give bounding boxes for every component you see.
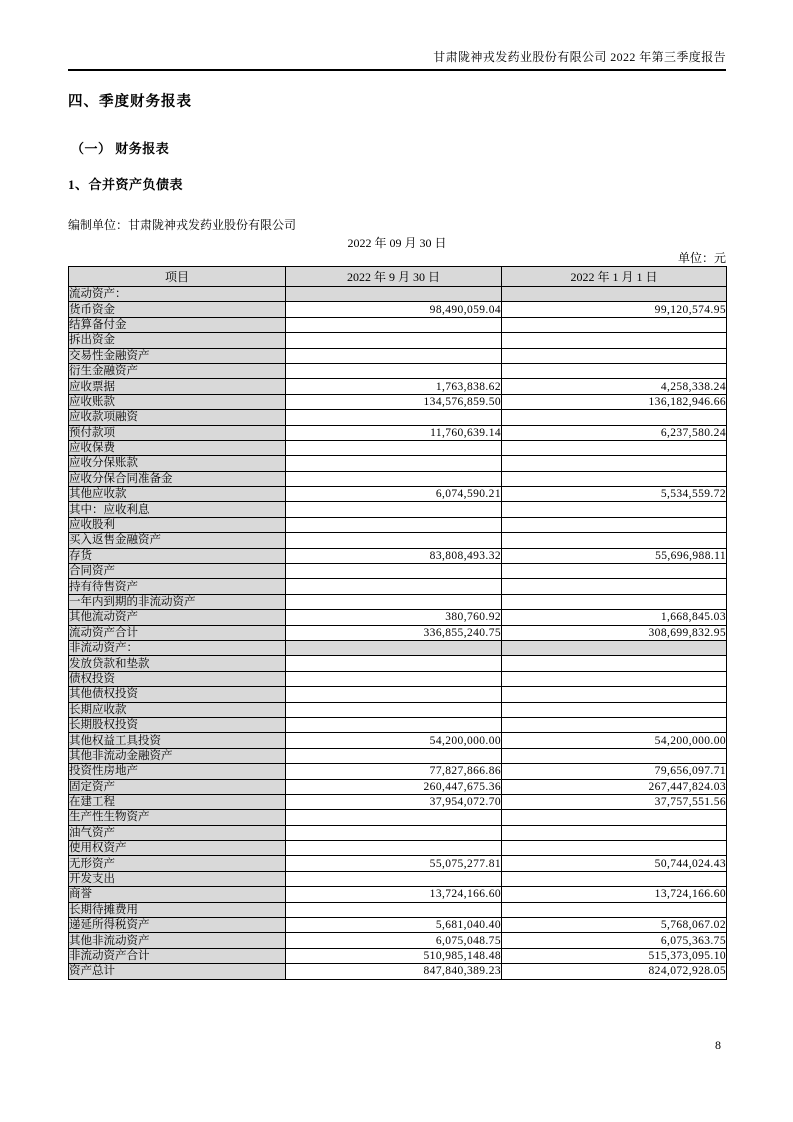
value-2022-09-30 (286, 902, 502, 917)
table-row (69, 887, 727, 902)
header-divider (68, 69, 726, 71)
value-2022-01-01 (502, 440, 727, 455)
value-2022-01-01 (502, 287, 727, 302)
value-2022-09-30 (286, 825, 502, 840)
value-2022-09-30: 98,490,059.04 (286, 302, 502, 317)
item-label: 其中：应收利息 (69, 502, 286, 517)
item-label: 持有待售资产 (69, 579, 286, 594)
table-row (69, 856, 727, 871)
value-2022-09-30: 13,724,166.60 (286, 887, 502, 902)
value-2022-09-30 (286, 687, 502, 702)
value-2022-01-01: 50,744,024.43 (502, 856, 727, 871)
value-2022-09-30 (286, 841, 502, 856)
item-label: 预付款项 (69, 425, 286, 440)
table-row (69, 702, 727, 717)
item-label: 衍生金融资产 (69, 363, 286, 378)
value-2022-01-01: 13,724,166.60 (502, 887, 727, 902)
item-label: 长期股权投资 (69, 717, 286, 732)
table-row (69, 487, 727, 502)
item-label: 结算备付金 (69, 317, 286, 332)
value-2022-01-01 (502, 471, 727, 486)
item-label: 无形资产 (69, 856, 286, 871)
table-row (69, 471, 727, 486)
value-2022-09-30: 54,200,000.00 (286, 733, 502, 748)
table-row (69, 871, 727, 886)
value-2022-09-30 (286, 440, 502, 455)
value-2022-09-30 (286, 410, 502, 425)
column-header-item: 项目 (69, 267, 286, 287)
item-label: 在建工程 (69, 794, 286, 809)
value-2022-01-01 (502, 902, 727, 917)
value-2022-09-30 (286, 748, 502, 763)
table-row (69, 548, 727, 563)
item-label: 递延所得税资产 (69, 918, 286, 933)
value-2022-09-30 (286, 810, 502, 825)
value-2022-01-01 (502, 702, 727, 717)
table-row (69, 779, 727, 794)
item-label: 生产性生物资产 (69, 810, 286, 825)
table-row (69, 394, 727, 409)
table-row (69, 456, 727, 471)
value-2022-01-01 (502, 748, 727, 763)
item-label: 非流动资产： (69, 640, 286, 655)
table-row (69, 717, 727, 732)
value-2022-01-01 (502, 579, 727, 594)
value-2022-09-30 (286, 702, 502, 717)
value-2022-09-30 (286, 579, 502, 594)
value-2022-01-01 (502, 810, 727, 825)
value-2022-09-30 (286, 640, 502, 655)
value-2022-09-30 (286, 317, 502, 332)
page-number: 8 (715, 1038, 721, 1052)
table-row (69, 425, 727, 440)
table-row (69, 564, 727, 579)
table-row (69, 610, 727, 625)
value-2022-09-30: 11,760,639.14 (286, 425, 502, 440)
item-label: 存货 (69, 548, 286, 563)
value-2022-01-01: 37,757,551.56 (502, 794, 727, 809)
value-2022-09-30 (286, 594, 502, 609)
item-label: 应收票据 (69, 379, 286, 394)
statement-title: 1、合并资产负债表 (68, 177, 184, 192)
table-row (69, 948, 727, 963)
table-row (69, 902, 727, 917)
item-label: 商誉 (69, 887, 286, 902)
report-header-title: 甘肃陇神戎发药业股份有限公司 2022 年第三季度报告 (433, 50, 726, 64)
item-label: 油气资产 (69, 825, 286, 840)
item-label: 长期待摊费用 (69, 902, 286, 917)
value-2022-01-01 (502, 640, 727, 655)
item-label: 其他权益工具投资 (69, 733, 286, 748)
value-2022-01-01: 308,699,832.95 (502, 625, 727, 640)
item-label: 固定资产 (69, 779, 286, 794)
value-2022-09-30 (286, 363, 502, 378)
value-2022-01-01 (502, 687, 727, 702)
value-2022-01-01 (502, 671, 727, 686)
value-2022-09-30 (286, 533, 502, 548)
value-2022-01-01 (502, 533, 727, 548)
table-row (69, 640, 727, 655)
item-label: 非流动资产合计 (69, 948, 286, 963)
table-row (69, 348, 727, 363)
item-label: 其他流动资产 (69, 610, 286, 625)
value-2022-01-01 (502, 502, 727, 517)
table-header-row (69, 267, 727, 287)
table-row (69, 302, 727, 317)
value-2022-09-30: 6,075,048.75 (286, 933, 502, 948)
value-2022-09-30: 83,808,493.32 (286, 548, 502, 563)
value-2022-01-01 (502, 656, 727, 671)
value-2022-09-30: 6,074,590.21 (286, 487, 502, 502)
item-label: 开发支出 (69, 871, 286, 886)
table-row (69, 933, 727, 948)
item-label: 投资性房地产 (69, 764, 286, 779)
value-2022-01-01 (502, 564, 727, 579)
table-row (69, 794, 727, 809)
value-2022-01-01 (502, 333, 727, 348)
item-label: 应收股利 (69, 517, 286, 532)
value-2022-09-30: 380,760.92 (286, 610, 502, 625)
table-row (69, 410, 727, 425)
value-2022-01-01: 5,768,067.02 (502, 918, 727, 933)
value-2022-09-30: 5,681,040.40 (286, 918, 502, 933)
table-row (69, 733, 727, 748)
value-2022-09-30: 260,447,675.36 (286, 779, 502, 794)
item-label: 发放贷款和垫款 (69, 656, 286, 671)
table-row (69, 287, 727, 302)
item-label: 应收款项融资 (69, 410, 286, 425)
table-row (69, 810, 727, 825)
statement-date: 2022 年 09 月 30 日 (347, 236, 447, 250)
value-2022-09-30: 55,075,277.81 (286, 856, 502, 871)
table-row (69, 764, 727, 779)
value-2022-09-30 (286, 656, 502, 671)
item-label: 买入返售金融资产 (69, 533, 286, 548)
table-row (69, 533, 727, 548)
value-2022-01-01: 4,258,338.24 (502, 379, 727, 394)
value-2022-09-30 (286, 671, 502, 686)
value-2022-01-01 (502, 517, 727, 532)
table-row (69, 363, 727, 378)
item-label: 其他非流动金融资产 (69, 748, 286, 763)
table-row (69, 656, 727, 671)
value-2022-01-01: 1,668,845.03 (502, 610, 727, 625)
subsection-heading: （一） 财务报表 (71, 141, 170, 156)
table-row (69, 671, 727, 686)
value-2022-01-01 (502, 363, 727, 378)
value-2022-01-01 (502, 841, 727, 856)
value-2022-01-01: 55,696,988.11 (502, 548, 727, 563)
item-label: 一年内到期的非流动资产 (69, 594, 286, 609)
item-label: 货币资金 (69, 302, 286, 317)
table-row (69, 379, 727, 394)
table-row (69, 841, 727, 856)
column-header-prior: 2022 年 1 月 1 日 (502, 267, 727, 287)
item-label: 流动资产： (69, 287, 286, 302)
value-2022-09-30 (286, 348, 502, 363)
value-2022-01-01 (502, 594, 727, 609)
item-label: 其他应收款 (69, 487, 286, 502)
value-2022-09-30: 1,763,838.62 (286, 379, 502, 394)
value-2022-01-01: 6,237,580.24 (502, 425, 727, 440)
value-2022-01-01: 267,447,824.03 (502, 779, 727, 794)
item-label: 资产总计 (69, 964, 286, 979)
table-row (69, 625, 727, 640)
balance-sheet-table (68, 266, 727, 980)
item-label: 其他非流动资产 (69, 933, 286, 948)
value-2022-01-01: 515,373,095.10 (502, 948, 727, 963)
table-row (69, 440, 727, 455)
unit-label: 单位：元 (677, 251, 726, 265)
table-row (69, 317, 727, 332)
table-row (69, 579, 727, 594)
value-2022-09-30 (286, 333, 502, 348)
table-row (69, 964, 727, 979)
table-row (69, 594, 727, 609)
item-label: 其他债权投资 (69, 687, 286, 702)
value-2022-09-30 (286, 564, 502, 579)
table-row (69, 748, 727, 763)
item-label: 应收分保合同准备金 (69, 471, 286, 486)
value-2022-01-01 (502, 317, 727, 332)
value-2022-09-30: 336,855,240.75 (286, 625, 502, 640)
value-2022-09-30 (286, 456, 502, 471)
table-row (69, 687, 727, 702)
value-2022-09-30 (286, 502, 502, 517)
section-heading: 四、季度财务报表 (68, 94, 192, 110)
item-label: 应收分保账款 (69, 456, 286, 471)
value-2022-01-01 (502, 456, 727, 471)
value-2022-01-01 (502, 825, 727, 840)
value-2022-01-01: 99,120,574.95 (502, 302, 727, 317)
column-header-current: 2022 年 9 月 30 日 (286, 267, 502, 287)
value-2022-09-30: 134,576,859.50 (286, 394, 502, 409)
value-2022-01-01: 5,534,559.72 (502, 487, 727, 502)
value-2022-09-30: 37,954,072.70 (286, 794, 502, 809)
value-2022-09-30: 77,827,866.86 (286, 764, 502, 779)
item-label: 合同资产 (69, 564, 286, 579)
item-label: 债权投资 (69, 671, 286, 686)
value-2022-01-01: 54,200,000.00 (502, 733, 727, 748)
item-label: 交易性金融资产 (69, 348, 286, 363)
table-row (69, 502, 727, 517)
table-row (69, 918, 727, 933)
value-2022-09-30 (286, 287, 502, 302)
value-2022-09-30: 847,840,389.23 (286, 964, 502, 979)
value-2022-01-01: 824,072,928.05 (502, 964, 727, 979)
value-2022-01-01: 6,075,363.75 (502, 933, 727, 948)
table-row (69, 333, 727, 348)
table-row (69, 517, 727, 532)
value-2022-01-01: 79,656,097.71 (502, 764, 727, 779)
value-2022-09-30 (286, 471, 502, 486)
item-label: 拆出资金 (69, 333, 286, 348)
item-label: 应收保费 (69, 440, 286, 455)
value-2022-09-30 (286, 871, 502, 886)
value-2022-09-30: 510,985,148.48 (286, 948, 502, 963)
value-2022-01-01 (502, 717, 727, 732)
value-2022-01-01 (502, 871, 727, 886)
item-label: 应收账款 (69, 394, 286, 409)
item-label: 使用权资产 (69, 841, 286, 856)
value-2022-09-30 (286, 517, 502, 532)
item-label: 长期应收款 (69, 702, 286, 717)
value-2022-09-30 (286, 717, 502, 732)
item-label: 流动资产合计 (69, 625, 286, 640)
prepared-by-line: 编制单位：甘肃陇神戎发药业股份有限公司 (68, 218, 297, 232)
value-2022-01-01 (502, 348, 727, 363)
value-2022-01-01: 136,182,946.66 (502, 394, 727, 409)
value-2022-01-01 (502, 410, 727, 425)
table-row (69, 825, 727, 840)
